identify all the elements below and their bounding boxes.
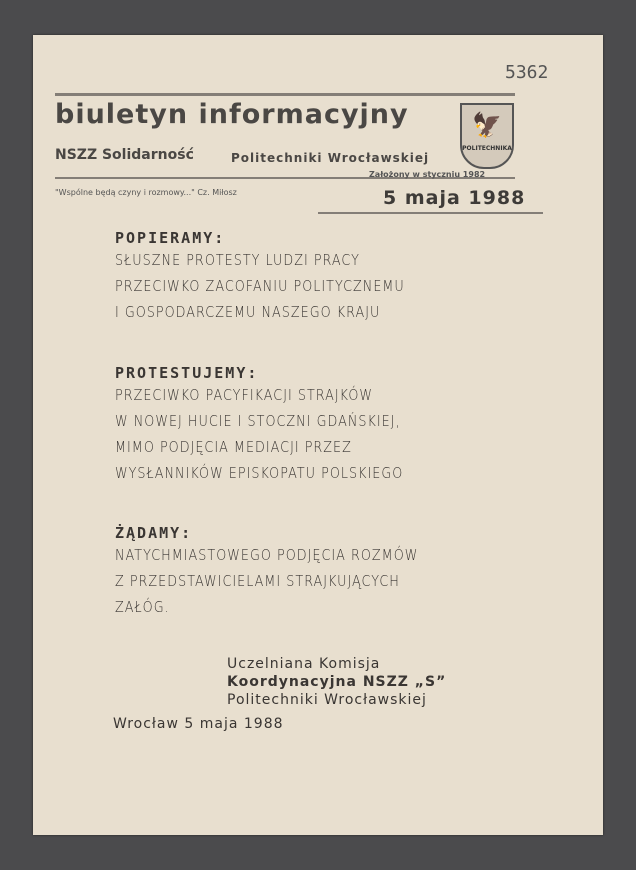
place-date: Wrocław 5 maja 1988 <box>113 716 284 732</box>
section-line: PRZECIWKO ZACOFANIU POLITYCZNEMU <box>115 277 405 295</box>
eagle-icon: 🦅 <box>472 111 502 139</box>
signature-line: Koordynacyjna NSZZ „S” <box>227 674 447 690</box>
document-page <box>33 35 603 835</box>
masthead-institution: Politechniki Wrocławskiej <box>231 151 430 165</box>
section-support <box>115 229 456 325</box>
section-heading: ŻĄDAMY: <box>115 524 193 542</box>
section-line: I GOSPODARCZEMU NASZEGO KRAJU <box>115 303 381 321</box>
section-heading: PROTESTUJEMY: <box>115 364 259 382</box>
crest-text: POLITECHNIKA <box>462 145 512 152</box>
section-line: Z PRZEDSTAWICIELAMI STRAJKUJĄCYCH <box>115 572 400 590</box>
signature-block <box>227 655 446 709</box>
masthead-union: NSZZ Solidarność <box>55 147 194 163</box>
section-line: WYSŁANNIKÓW EPISKOPATU POLSKIEGO <box>115 464 404 482</box>
signature-line: Uczelniana Komisja <box>227 656 381 672</box>
section-line: PRZECIWKO PACYFIKACJI STRAJKÓW <box>115 386 374 404</box>
issue-date: 5 maja 1988 <box>383 187 526 209</box>
section-line: ZAŁÓG. <box>115 598 170 616</box>
section-line: W NOWEJ HUCIE I STOCZNI GDAŃSKIEJ, <box>115 412 401 430</box>
section-heading: POPIERAMY: <box>115 229 226 247</box>
crest-logo <box>460 103 514 169</box>
motto: "Wspólne będą czyny i rozmowy..." Cz. Miłosz <box>55 188 237 197</box>
section-demand <box>115 524 472 620</box>
section-line: SŁUSZNE PROTESTY LUDZI PRACY <box>115 251 360 269</box>
section-protest <box>115 364 454 486</box>
divider <box>55 93 515 96</box>
founded-note: Założony w styczniu 1982 <box>369 170 486 179</box>
masthead-title: biuletyn informacyjny <box>55 99 409 130</box>
divider <box>318 212 543 214</box>
section-line: MIMO PODJĘCIA MEDIACJI PRZEZ <box>115 438 352 456</box>
section-line: NATYCHMIASTOWEGO PODJĘCIA ROZMÓW <box>115 546 419 564</box>
archive-number: 5362 <box>505 62 549 83</box>
signature-line: Politechniki Wrocławskiej <box>227 692 427 708</box>
